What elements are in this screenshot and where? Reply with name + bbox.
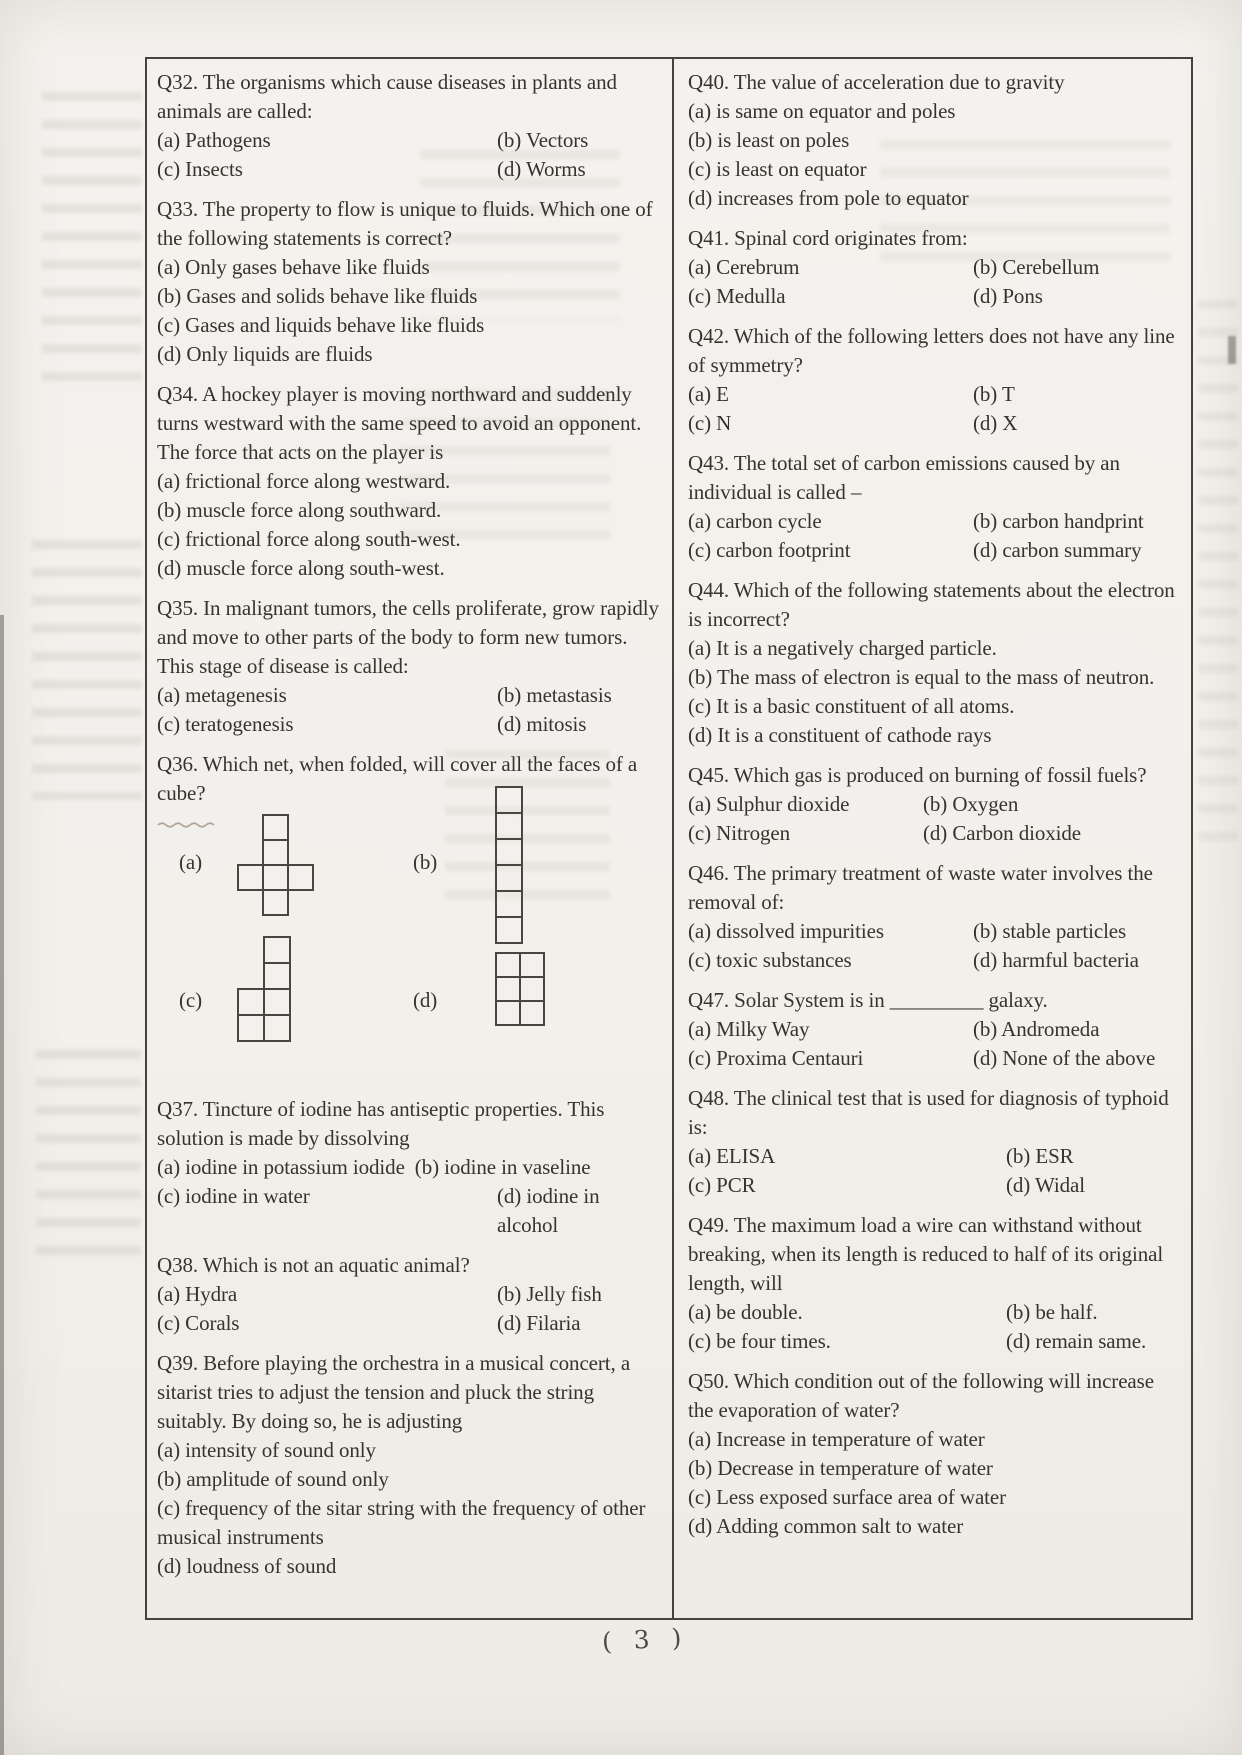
question-stem: Q47. Solar System is in _________ galaxy. bbox=[688, 988, 1048, 1012]
question-q38 bbox=[157, 1251, 660, 1338]
question-q43 bbox=[688, 449, 1179, 565]
scan-smudge-artifact bbox=[1228, 336, 1236, 364]
option-right: (d) harmful bacteria bbox=[973, 948, 1139, 972]
option-left: (c) N bbox=[688, 411, 732, 435]
option-left: (a) metagenesis bbox=[157, 683, 287, 707]
bleed-through-artifact bbox=[42, 92, 142, 392]
question-stem: Q36. Which net, when folded, will cover all the faces of a cube? bbox=[157, 752, 638, 805]
cube-net-diagram bbox=[237, 814, 314, 916]
net-cell bbox=[262, 839, 289, 866]
option-right: (d) iodine in alcohol bbox=[497, 1184, 600, 1237]
question-stem: Q35. In malignant tumors, the cells proliferate, grow rapidly and move to other parts of the body to form new tumors. This stage of disease is called: bbox=[157, 596, 659, 678]
net-cell bbox=[262, 814, 289, 841]
option-left: (a) be double. bbox=[688, 1300, 803, 1324]
net-cell bbox=[263, 936, 291, 964]
question-stem: Q38. Which is not an aquatic animal? bbox=[157, 1253, 470, 1277]
option-row bbox=[688, 282, 1179, 311]
option-left: (c) PCR bbox=[688, 1173, 756, 1197]
option-row: (c) is least on equator bbox=[688, 157, 867, 181]
net-option-label: (b) bbox=[413, 850, 438, 874]
question-q46 bbox=[688, 859, 1179, 975]
option-row: (a) is same on equator and poles bbox=[688, 99, 956, 123]
question-q47 bbox=[688, 986, 1179, 1073]
option-right: (b) Vectors bbox=[497, 128, 589, 152]
option-right: (b) iodine in vaseline bbox=[414, 1155, 591, 1179]
page-number: ( 3 ) bbox=[601, 1622, 690, 1657]
option-row bbox=[688, 1142, 1179, 1171]
option-row: (a) Increase in temperature of water bbox=[688, 1427, 985, 1451]
net-cell bbox=[287, 864, 314, 891]
left-column bbox=[147, 59, 674, 1618]
option-right: (d) Worms bbox=[497, 157, 586, 181]
question-q39 bbox=[157, 1349, 660, 1581]
option-row: (d) loudness of sound bbox=[157, 1554, 337, 1578]
option-row: (d) Adding common salt to water bbox=[688, 1514, 964, 1538]
net-cell bbox=[263, 1014, 291, 1042]
option-row: (a) intensity of sound only bbox=[157, 1438, 376, 1462]
option-right: (d) Carbon dioxide bbox=[923, 821, 1081, 845]
option-row: (a) frictional force along westward. bbox=[157, 469, 451, 493]
option-left: (c) be four times. bbox=[688, 1329, 831, 1353]
question-stem: Q39. Before playing the orchestra in a musical concert, a sitarist tries to adjust the tension and pluck the string suitably. By doing so, he is adjusting bbox=[157, 1351, 631, 1433]
net-cell bbox=[262, 864, 289, 891]
option-left: (c) iodine in water bbox=[157, 1184, 310, 1208]
option-row bbox=[688, 946, 1179, 975]
question-q42 bbox=[688, 322, 1179, 438]
option-row bbox=[688, 1171, 1179, 1200]
net-cell bbox=[237, 988, 265, 1016]
option-right: (b) ESR bbox=[1006, 1144, 1074, 1168]
option-row bbox=[157, 1280, 660, 1309]
option-row bbox=[688, 1015, 1179, 1044]
option-row bbox=[688, 1327, 1179, 1356]
option-row: (c) Gases and liquids behave like fluids bbox=[157, 313, 485, 337]
question-stem: Q50. Which condition out of the following will increase the evaporation of water? bbox=[688, 1369, 1154, 1422]
net-cell bbox=[495, 786, 523, 814]
question-stem: Q44. Which of the following statements about the electron is incorrect? bbox=[688, 578, 1175, 631]
question-q48 bbox=[688, 1084, 1179, 1200]
option-right: (b) stable particles bbox=[973, 919, 1127, 943]
net-cell bbox=[519, 952, 545, 978]
option-row bbox=[688, 917, 1179, 946]
question-stem: Q37. Tincture of iodine has antiseptic properties. This solution is made by dissolving bbox=[157, 1097, 605, 1150]
cube-net-diagram bbox=[495, 952, 545, 1026]
option-left: (c) Insects bbox=[157, 157, 243, 181]
net-cell bbox=[519, 976, 545, 1002]
question-table bbox=[145, 57, 1193, 1620]
option-left: (a) Pathogens bbox=[157, 128, 271, 152]
option-right: (b) Oxygen bbox=[923, 792, 1019, 816]
option-right: (d) X bbox=[973, 411, 1018, 435]
option-row: (b) Gases and solids behave like fluids bbox=[157, 284, 478, 308]
option-row bbox=[688, 507, 1179, 536]
net-cell bbox=[495, 838, 523, 866]
question-q32 bbox=[157, 68, 660, 184]
option-left: (a) E bbox=[688, 382, 729, 406]
question-stem: Q46. The primary treatment of waste water involves the removal of: bbox=[688, 861, 1153, 914]
option-left: (a) Cerebrum bbox=[688, 255, 800, 279]
option-row: (d) muscle force along south-west. bbox=[157, 556, 445, 580]
option-row: (a) Only gases behave like fluids bbox=[157, 255, 430, 279]
option-left: (c) Corals bbox=[157, 1311, 240, 1335]
question-stem: Q48. The clinical test that is used for diagnosis of typhoid is: bbox=[688, 1086, 1169, 1139]
question-q34 bbox=[157, 380, 660, 583]
option-left: (c) toxic substances bbox=[688, 948, 852, 972]
option-row: (b) amplitude of sound only bbox=[157, 1467, 389, 1491]
question-q33 bbox=[157, 195, 660, 369]
net-cell bbox=[495, 976, 521, 1002]
option-right: (b) Jelly fish bbox=[497, 1282, 602, 1306]
option-row bbox=[157, 155, 660, 184]
cube-net-figure bbox=[157, 808, 660, 1084]
option-left: (a) dissolved impurities bbox=[688, 919, 884, 943]
net-cell bbox=[495, 890, 523, 918]
question-q45 bbox=[688, 761, 1179, 848]
option-right: (d) Filaria bbox=[497, 1311, 581, 1335]
net-cell bbox=[519, 1000, 545, 1026]
option-left: (c) carbon footprint bbox=[688, 538, 851, 562]
right-column bbox=[674, 59, 1191, 1618]
net-option-label: (a) bbox=[179, 850, 203, 874]
option-row bbox=[688, 790, 1179, 819]
option-row: (a) It is a negatively charged particle. bbox=[688, 636, 997, 660]
net-cell bbox=[495, 864, 523, 892]
option-right: (b) metastasis bbox=[497, 683, 612, 707]
option-row: (c) frictional force along south-west. bbox=[157, 527, 461, 551]
question-stem: Q49. The maximum load a wire can withstand without breaking, when its length is reduced to half of its original length, will bbox=[688, 1213, 1164, 1295]
question-stem: Q42. Which of the following letters does not have any line of symmetry? bbox=[688, 324, 1175, 377]
option-row: (d) It is a constituent of cathode rays bbox=[688, 723, 992, 747]
option-row bbox=[688, 409, 1179, 438]
option-row bbox=[157, 1309, 660, 1338]
option-right: (d) remain same. bbox=[1006, 1329, 1147, 1353]
option-right: (b) Andromeda bbox=[973, 1017, 1100, 1041]
net-cell bbox=[495, 1000, 521, 1026]
net-cell bbox=[495, 916, 523, 944]
option-right: (d) Widal bbox=[1006, 1173, 1085, 1197]
option-left: (c) Medulla bbox=[688, 284, 786, 308]
option-row bbox=[157, 126, 660, 155]
question-q36 bbox=[157, 750, 660, 1084]
question-stem: Q43. The total set of carbon emissions caused by an individual is called – bbox=[688, 451, 1120, 504]
option-left: (c) teratogenesis bbox=[157, 712, 294, 736]
option-right: (b) T bbox=[973, 382, 1015, 406]
scan-edge-artifact bbox=[0, 615, 4, 1755]
option-row bbox=[688, 380, 1179, 409]
option-right: (b) Cerebellum bbox=[973, 255, 1100, 279]
option-right: (d) Pons bbox=[973, 284, 1043, 308]
option-left: (a) iodine in potassium iodide bbox=[157, 1155, 405, 1179]
bleed-through-artifact bbox=[1198, 300, 1238, 860]
option-row: (d) Only liquids are fluids bbox=[157, 342, 373, 366]
question-q44 bbox=[688, 576, 1179, 750]
question-q40 bbox=[688, 68, 1179, 213]
option-row bbox=[688, 253, 1179, 282]
net-cell bbox=[262, 889, 289, 916]
option-row: (b) The mass of electron is equal to the mass of neutron. bbox=[688, 665, 1155, 689]
bleed-through-artifact bbox=[32, 540, 142, 800]
question-q41 bbox=[688, 224, 1179, 311]
net-cell bbox=[263, 962, 291, 990]
question-q37 bbox=[157, 1095, 660, 1240]
bleed-through-artifact bbox=[36, 1050, 141, 1260]
net-option-label: (c) bbox=[179, 988, 203, 1012]
option-row bbox=[688, 819, 1179, 848]
net-option-label: (d) bbox=[413, 988, 438, 1012]
option-left: (c) Proxima Centauri bbox=[688, 1046, 864, 1070]
question-stem: Q40. The value of acceleration due to gravity bbox=[688, 70, 1065, 94]
option-right: (d) None of the above bbox=[973, 1046, 1156, 1070]
option-row: (d) increases from pole to equator bbox=[688, 186, 969, 210]
option-right: (d) mitosis bbox=[497, 712, 587, 736]
net-cell bbox=[495, 812, 523, 840]
option-left: (a) ELISA bbox=[688, 1144, 776, 1168]
option-row: (b) is least on poles bbox=[688, 128, 850, 152]
question-q49 bbox=[688, 1211, 1179, 1356]
option-left: (c) Nitrogen bbox=[688, 821, 791, 845]
option-left: (a) carbon cycle bbox=[688, 509, 822, 533]
option-row bbox=[688, 536, 1179, 565]
net-cell bbox=[263, 988, 291, 1016]
option-left: (a) Hydra bbox=[157, 1282, 238, 1306]
question-stem: Q41. Spinal cord originates from: bbox=[688, 226, 968, 250]
question-stem: Q45. Which gas is produced on burning of fossil fuels? bbox=[688, 763, 1147, 787]
option-row: (b) muscle force along southward. bbox=[157, 498, 442, 522]
cube-net-diagram bbox=[237, 936, 291, 1042]
net-cell bbox=[495, 952, 521, 978]
option-row: (c) Less exposed surface area of water bbox=[688, 1485, 1007, 1509]
cube-net-diagram bbox=[495, 786, 523, 944]
option-row bbox=[157, 1182, 660, 1240]
option-left: (a) Milky Way bbox=[688, 1017, 810, 1041]
option-right: (b) be half. bbox=[1006, 1300, 1098, 1324]
option-row: (c) It is a basic constituent of all atoms. bbox=[688, 694, 1015, 718]
option-row: (b) Decrease in temperature of water bbox=[688, 1456, 993, 1480]
option-row bbox=[157, 681, 660, 710]
option-right: (d) carbon summary bbox=[973, 538, 1142, 562]
option-right: (b) carbon handprint bbox=[973, 509, 1144, 533]
option-row bbox=[688, 1044, 1179, 1073]
question-stem: Q32. The organisms which cause diseases in plants and animals are called: bbox=[157, 70, 617, 123]
option-left: (a) Sulphur dioxide bbox=[688, 792, 850, 816]
option-row bbox=[157, 1153, 660, 1182]
question-q35 bbox=[157, 594, 660, 739]
net-cell bbox=[237, 864, 264, 891]
question-stem: Q33. The property to flow is unique to fluids. Which one of the following statements is correct? bbox=[157, 197, 653, 250]
question-q50 bbox=[688, 1367, 1179, 1541]
option-row: (c) frequency of the sitar string with the frequency of other musical instruments bbox=[157, 1496, 646, 1549]
question-stem: Q34. A hockey player is moving northward and suddenly turns westward with the same speed to avoid an opponent. The force that acts on the player is bbox=[157, 382, 642, 464]
net-cell bbox=[237, 1014, 265, 1042]
option-row bbox=[688, 1298, 1179, 1327]
option-row bbox=[157, 710, 660, 739]
